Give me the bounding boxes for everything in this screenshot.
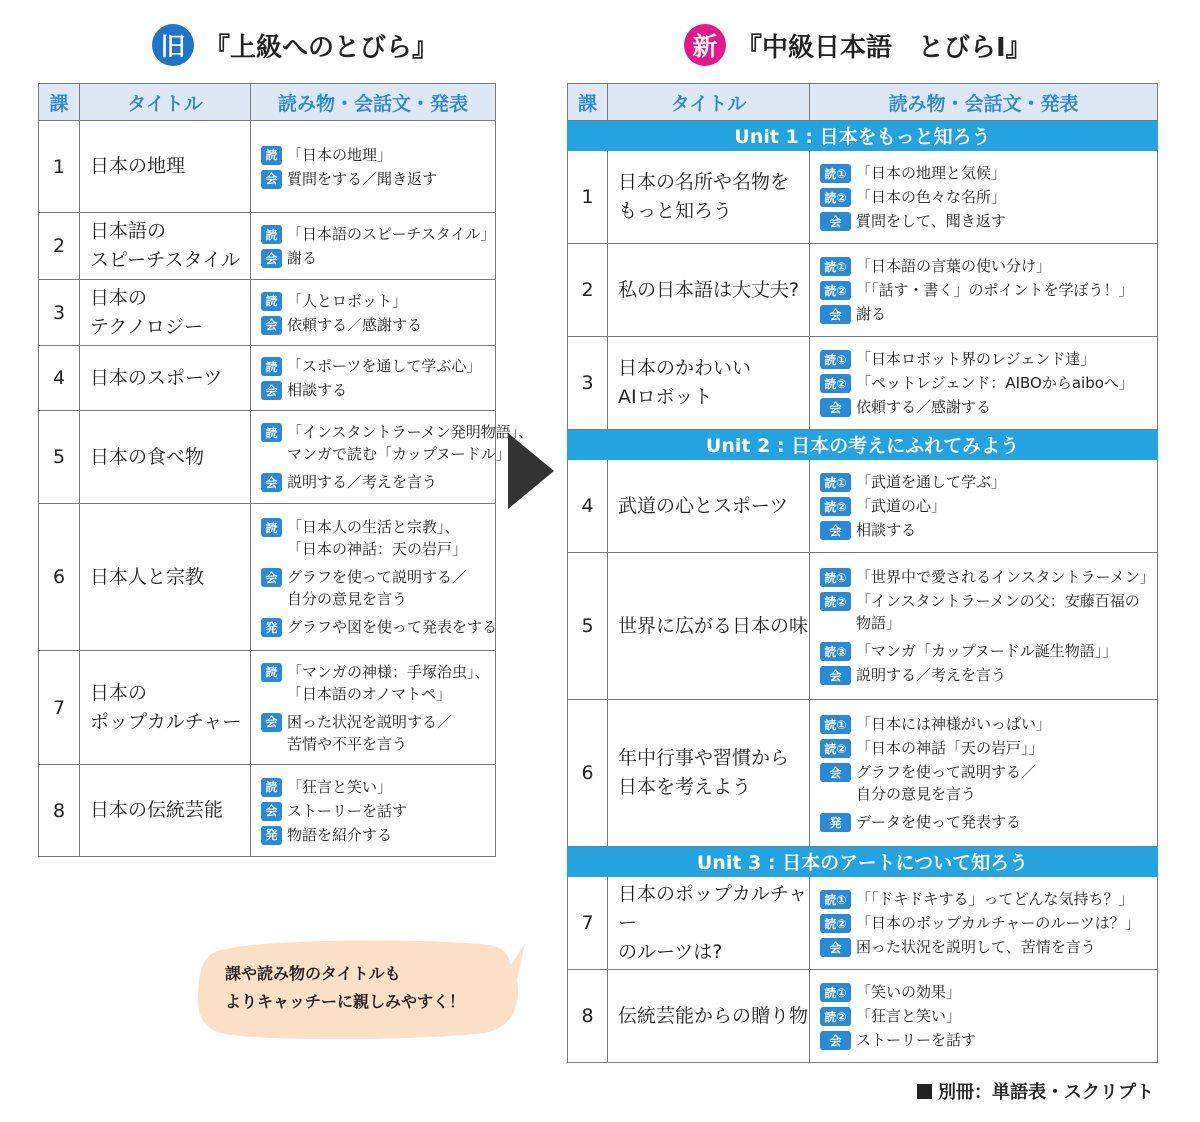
activity-text-line: 「日本には神様がいっぱい」 <box>856 715 1052 733</box>
activity-text-line: 「狂言と笑い」 <box>856 1007 962 1025</box>
activity-text <box>856 495 946 517</box>
lesson-activities <box>251 280 496 346</box>
activity-badge: 発 <box>261 826 282 845</box>
activity-badge: 読② <box>820 1007 851 1026</box>
activity-badge: 読① <box>820 715 851 734</box>
lesson-title-line: もっと知ろう <box>618 200 733 222</box>
lesson-activities <box>810 877 1158 970</box>
activity-badge: 読② <box>820 188 851 207</box>
activity-text-line: 「笑いの効果」 <box>856 983 962 1001</box>
activity-badge: 会 <box>261 802 282 821</box>
activity-badge: 読② <box>820 914 851 933</box>
table-row <box>568 700 1158 847</box>
activity-item <box>261 421 534 465</box>
activity-badge: 読 <box>261 292 282 311</box>
activity-text-line: 「マンガ「カップヌードル誕生物語」」 <box>856 642 1118 660</box>
activity-text <box>856 912 1140 934</box>
lesson-title <box>80 765 251 857</box>
activity-text <box>856 210 1006 232</box>
activity-text-line: 「日本の神話：天の岩戸」 <box>287 540 468 558</box>
table-row <box>39 504 496 651</box>
activity-item <box>820 713 1157 735</box>
activity-text-line: 「狂言と笑い」 <box>287 777 393 796</box>
activity-item <box>820 737 1157 759</box>
unit-header-row <box>568 121 1158 151</box>
activity-text <box>856 186 1006 208</box>
activity-text <box>856 519 916 541</box>
activity-item <box>820 936 1157 958</box>
lesson-activities <box>810 151 1158 244</box>
activity-text <box>856 590 1140 634</box>
table-row <box>568 151 1158 244</box>
lesson-title <box>608 553 810 700</box>
lesson-number: 5 <box>568 553 608 700</box>
header-lesson: 課 <box>568 84 608 121</box>
activity-text <box>287 661 490 705</box>
unit-label: Unit 2 : 日本の考えにふれてみよう <box>568 430 1158 460</box>
activity-badge: 読 <box>261 518 282 537</box>
activity-text <box>287 247 317 269</box>
lesson-title <box>80 280 251 346</box>
activity-item <box>820 303 1157 325</box>
table-row <box>568 460 1158 553</box>
activity-text-line: 「日本のポップカルチャーのルーツは？」 <box>856 914 1140 932</box>
activity-item <box>820 162 1157 184</box>
activity-badge: 会 <box>261 170 282 189</box>
lesson-title-line: テクノロジー <box>90 315 203 338</box>
activity-text <box>856 811 1021 833</box>
table-row <box>39 765 496 857</box>
activity-text-line: 「「話す・書く」のポイントを学ぼう！」 <box>856 281 1134 299</box>
lesson-title-line: 日本の伝統芸能 <box>90 799 224 821</box>
activity-item <box>820 1005 1157 1027</box>
activity-item <box>261 471 495 493</box>
table-row <box>568 244 1158 337</box>
header-title: タイトル <box>608 84 810 121</box>
activity-text-line: 「日本語のオノマトペ」 <box>287 684 452 703</box>
lesson-number: 3 <box>39 280 80 346</box>
activity-text-line: 「日本の地理」 <box>287 145 393 164</box>
header-title: タイトル <box>80 84 251 121</box>
activity-badge: 会 <box>820 305 851 324</box>
activity-item <box>820 519 1157 541</box>
activity-text <box>856 396 991 418</box>
lesson-title-line: のルーツは? <box>618 940 723 963</box>
lesson-title-line: 日本を考えよう <box>618 776 752 798</box>
lesson-title-line: 伝統芸能からの贈り物 <box>618 1004 809 1027</box>
old-book-title: 『上級へのとびら』 <box>204 32 439 63</box>
header-readings: 読み物・会話文・発表 <box>251 84 496 121</box>
activity-text-line: 謝る <box>287 249 318 267</box>
activity-text <box>856 888 1134 910</box>
lesson-activities <box>251 504 496 651</box>
lesson-number: 6 <box>39 504 80 651</box>
activity-text-line: マンガで読む「カップヌードル」 <box>287 445 511 463</box>
lesson-title <box>80 346 251 411</box>
activity-badge: 読② <box>820 739 851 758</box>
activity-badge: 読 <box>261 663 282 682</box>
table-row <box>39 213 496 280</box>
activity-text-line: 「スポーツを通して学ぶ心」 <box>287 357 482 375</box>
lesson-title-line: 日本語の <box>90 220 167 242</box>
lesson-title <box>608 970 810 1063</box>
activity-text <box>287 616 497 638</box>
activity-badge: 読① <box>820 350 851 369</box>
activity-item <box>261 247 495 269</box>
right-arrow-icon <box>508 433 554 509</box>
lesson-title-line: 日本の地理 <box>90 155 186 177</box>
activity-badge: 会 <box>820 763 851 782</box>
activity-badge: 読① <box>820 890 851 909</box>
lesson-number: 5 <box>39 411 80 504</box>
lesson-title <box>608 151 810 244</box>
activity-item <box>820 1029 1157 1051</box>
activity-text <box>856 348 1095 370</box>
lesson-title-line: ポップカルチャー <box>90 710 242 733</box>
activity-item <box>261 355 495 377</box>
activity-text-line: 自分の意見を言う <box>856 785 977 803</box>
lesson-title-line: 世界に広がる日本の味 <box>618 614 809 637</box>
activity-text-line: 「日本の色々な名所」 <box>856 188 1007 206</box>
activity-text-line: ストーリーを話す <box>856 1031 977 1049</box>
activity-badge: 読 <box>261 778 282 797</box>
activity-text <box>287 421 533 465</box>
activity-badge: 会 <box>261 316 282 335</box>
activity-text <box>287 355 481 377</box>
callout-line: 課や読み物のタイトルも <box>225 964 401 983</box>
activity-text-line: 「ペットレジェンド：AIBOからaiboへ」 <box>856 374 1134 392</box>
table-row <box>39 651 496 765</box>
activity-item <box>820 912 1157 934</box>
activity-text <box>856 664 1006 686</box>
activity-text-line: 「インスタントラーメン発明物語」、 <box>287 423 534 441</box>
activity-badge: 読② <box>820 374 851 393</box>
header-lesson: 課 <box>39 84 80 121</box>
lesson-title <box>80 121 251 213</box>
activity-item <box>820 372 1157 394</box>
activity-text <box>287 800 407 822</box>
new-label-circle: 新 <box>684 24 726 66</box>
activity-item <box>261 379 495 401</box>
new-curriculum-table <box>567 83 1158 1063</box>
activity-text-line: 質問をして、聞き返す <box>856 212 1006 230</box>
table-row <box>39 121 496 213</box>
activity-text-line: 「日本ロボット界のレジェンド達」 <box>856 350 1096 368</box>
activity-text-line: 苦情や不平を言う <box>287 734 408 753</box>
activity-text-line: 物語を紹介する <box>287 825 393 844</box>
activity-text <box>287 711 452 755</box>
activity-text <box>287 168 437 190</box>
activity-item <box>261 168 495 190</box>
activity-text-line: データを使って発表する <box>856 813 1022 831</box>
old-curriculum-table <box>38 83 534 857</box>
activity-text-line: 自分の意見を言う <box>287 590 408 608</box>
activity-text <box>856 640 1117 662</box>
table-row <box>568 553 1158 700</box>
activity-badge: 会 <box>820 212 851 231</box>
activity-text-line: 「人とロボット」 <box>287 291 408 310</box>
activity-badge: 会 <box>820 938 851 957</box>
activity-badge: 会 <box>820 1031 851 1050</box>
activity-badge: 会 <box>261 568 282 587</box>
unit-label: Unit 3 : 日本のアートについて知ろう <box>568 847 1158 877</box>
activity-text-line: 依頼する／感謝する <box>856 398 992 416</box>
activity-badge: 読② <box>820 281 851 300</box>
activity-text <box>856 372 1134 394</box>
lesson-title <box>80 651 251 765</box>
lesson-title-line: 私の日本語は大丈夫? <box>618 278 800 301</box>
lesson-title-line: スピーチスタイル <box>90 249 241 271</box>
lesson-title <box>608 700 810 847</box>
activity-text <box>287 379 347 401</box>
lesson-activities <box>810 337 1158 430</box>
activity-text-line: 「武道を通して学ぶ」 <box>856 473 1007 491</box>
activity-text-line: 「「ドキドキする」ってどんな気持ち？」 <box>856 890 1134 908</box>
activity-text <box>287 776 392 798</box>
activity-text-line: 謝る <box>856 305 887 323</box>
activity-text-line: 「インスタントラーメンの父：安藤百福の <box>856 592 1140 610</box>
unit-label: Unit 1 : 日本をもっと知ろう <box>568 121 1158 151</box>
activity-item <box>261 516 495 560</box>
lesson-number: 7 <box>568 877 608 970</box>
activity-item <box>261 661 495 705</box>
callout-line: よりキャッチーに親しみやすく！ <box>225 992 466 1011</box>
activity-badge: 発 <box>820 813 851 832</box>
new-book-title: 『中級日本語 とびらⅠ』 <box>736 32 1032 63</box>
activity-text <box>287 290 407 312</box>
lesson-activities <box>251 765 496 857</box>
old-book-heading <box>152 22 438 68</box>
activity-text <box>856 162 1006 184</box>
lesson-title <box>80 504 251 651</box>
activity-text-line: 「武道の心」 <box>856 497 947 515</box>
activity-text-line: 「マンガの神様：手塚治虫」、 <box>287 662 490 681</box>
lesson-title-line: 日本の食べ物 <box>90 445 205 468</box>
lesson-title-line: 年中行事や習慣から <box>618 747 790 769</box>
lesson-title <box>80 213 251 280</box>
activity-badge: 会 <box>261 381 282 400</box>
activity-text-line: 「世界中で愛されるインスタントラーメン」 <box>856 568 1155 586</box>
activity-text-line: 「日本の神話「天の岩戸」」 <box>856 739 1044 757</box>
activity-item <box>261 800 495 822</box>
activity-item <box>820 471 1157 493</box>
activity-text <box>856 1005 961 1027</box>
activity-text <box>856 255 1051 277</box>
activity-item <box>820 761 1157 805</box>
activity-text <box>856 936 1096 958</box>
activity-badge: 読① <box>820 568 851 587</box>
activity-text <box>287 314 422 336</box>
activity-badge: 会 <box>261 713 282 732</box>
lesson-number: 1 <box>39 121 80 213</box>
activity-item <box>820 664 1157 686</box>
activity-text-line: 「日本語の言葉の使い分け」 <box>856 257 1052 275</box>
activity-text <box>287 516 467 560</box>
lesson-activities <box>251 651 496 765</box>
activity-text <box>287 471 437 493</box>
activity-item <box>261 824 495 846</box>
lesson-activities <box>810 700 1158 847</box>
activity-badge: 読① <box>820 257 851 276</box>
old-label-circle: 旧 <box>152 24 194 66</box>
activity-item <box>820 811 1157 833</box>
activity-text-line: 説明する／考えを言う <box>856 666 1007 684</box>
activity-badge: 読① <box>820 473 851 492</box>
activity-item <box>261 144 495 166</box>
lesson-number: 6 <box>568 700 608 847</box>
activity-text-line: グラフや図を使って発表をする <box>287 618 498 636</box>
activity-text-line: 質問をする／聞き返す <box>287 169 438 188</box>
activity-badge: 読 <box>261 225 282 244</box>
activity-text <box>287 144 392 166</box>
activity-text <box>856 1029 976 1051</box>
activity-item <box>261 711 495 755</box>
activity-item <box>820 186 1157 208</box>
activity-text-line: グラフを使って説明する／ <box>856 763 1037 781</box>
activity-badge: 読② <box>820 592 851 611</box>
activity-badge: 会 <box>820 521 851 540</box>
activity-text-line: 「日本語のスピーチスタイル」 <box>287 225 496 243</box>
lesson-number: 2 <box>39 213 80 280</box>
lesson-title <box>608 460 810 553</box>
activity-text <box>287 566 467 610</box>
lesson-activities <box>810 460 1158 553</box>
activity-text-line: 「日本人の生活と宗教」、 <box>287 518 460 536</box>
activity-item <box>261 566 495 610</box>
activity-item <box>261 616 498 638</box>
lesson-title-line: 日本の <box>90 286 148 309</box>
lesson-title <box>608 337 810 430</box>
activity-text-line: 説明する／考えを言う <box>287 473 438 491</box>
activity-text <box>856 737 1044 759</box>
activity-text-line: 相談する <box>287 381 348 399</box>
activity-text <box>856 713 1051 735</box>
activity-badge: 読② <box>820 497 851 516</box>
lesson-number: 8 <box>39 765 80 857</box>
activity-text-line: ストーリーを話す <box>287 801 408 820</box>
activity-item <box>261 223 495 245</box>
lesson-title <box>608 244 810 337</box>
activity-item <box>820 888 1157 910</box>
lesson-activities <box>251 411 534 504</box>
lesson-number: 4 <box>39 346 80 411</box>
activity-text-line: 困った状況を説明する／ <box>287 712 453 731</box>
activity-badge: 会 <box>261 473 282 492</box>
lesson-title-line: 日本の名所や名物を <box>618 171 790 193</box>
activity-item <box>820 396 1157 418</box>
activity-text <box>856 761 1036 805</box>
lesson-activities <box>251 121 496 213</box>
activity-item <box>820 279 1157 301</box>
activity-text-line: 物語」 <box>856 614 902 632</box>
table-row <box>39 346 496 411</box>
lesson-number: 4 <box>568 460 608 553</box>
supplement-note <box>917 1078 1154 1104</box>
activity-badge: 会 <box>261 249 282 268</box>
table-row <box>39 411 496 504</box>
lesson-title-line: 武道の心とスポーツ <box>618 494 789 517</box>
activity-badge: 読① <box>820 164 851 183</box>
activity-badge: 読① <box>820 983 851 1002</box>
lesson-activities <box>251 213 496 280</box>
lesson-number: 2 <box>568 244 608 337</box>
lesson-title-line: AIロボット <box>618 386 713 408</box>
lesson-title <box>608 877 810 970</box>
activity-text <box>856 471 1006 493</box>
lesson-title-line: 日本人と宗教 <box>90 565 205 588</box>
activity-text-line: グラフを使って説明する／ <box>287 568 468 586</box>
lesson-title-line: 日本のポップカルチャー <box>618 882 808 934</box>
new-book-heading <box>684 22 1032 68</box>
lesson-number: 8 <box>568 970 608 1063</box>
lesson-activities <box>251 346 496 411</box>
activity-text-line: 困った状況を説明して、苦情を言う <box>856 938 1096 956</box>
lesson-title-line: 日本の <box>90 681 148 704</box>
activity-item <box>820 210 1157 232</box>
activity-badge: 発 <box>261 618 282 637</box>
activity-item <box>820 590 1157 634</box>
activity-badge: 読 <box>261 146 282 165</box>
activity-text <box>287 223 496 245</box>
unit-header-row <box>568 847 1158 877</box>
activity-badge: 会 <box>820 398 851 417</box>
activity-text <box>856 981 961 1003</box>
activity-text-line: 「日本の地理と気候」 <box>856 164 1007 182</box>
activity-item <box>820 640 1157 662</box>
table-row <box>39 280 496 346</box>
lesson-title-line: 日本のかわいい <box>618 357 752 379</box>
activity-badge: 読 <box>261 357 282 376</box>
supplement-text: 別冊：単語表・スクリプト <box>938 1082 1154 1103</box>
unit-header-row <box>568 430 1158 460</box>
activity-text-line: 相談する <box>856 521 917 539</box>
lesson-title-line: 日本のスポーツ <box>90 366 223 389</box>
activity-badge: 読③ <box>820 642 851 661</box>
table-row <box>568 970 1158 1063</box>
activity-text-line: 依頼する／感謝する <box>287 315 423 334</box>
activity-item <box>261 314 495 336</box>
callout-text <box>225 960 465 1016</box>
activity-item <box>820 495 1157 517</box>
table-row <box>568 877 1158 970</box>
activity-item <box>820 981 1157 1003</box>
lesson-number: 7 <box>39 651 80 765</box>
activity-item <box>820 566 1157 588</box>
activity-item <box>820 348 1157 370</box>
activity-item <box>261 290 495 312</box>
activity-text <box>287 824 392 846</box>
activity-item <box>261 776 495 798</box>
table-row <box>568 337 1158 430</box>
header-readings: 読み物・会話文・発表 <box>810 84 1158 121</box>
activity-text <box>856 566 1155 588</box>
activity-text <box>856 303 886 325</box>
lesson-activities <box>810 244 1158 337</box>
lesson-activities <box>810 553 1158 700</box>
lesson-title <box>80 411 251 504</box>
activity-item <box>820 255 1157 277</box>
lesson-number: 1 <box>568 151 608 244</box>
square-bullet-icon <box>917 1084 932 1099</box>
lesson-activities <box>810 970 1158 1063</box>
activity-text <box>856 279 1134 301</box>
activity-badge: 会 <box>820 666 851 685</box>
activity-badge: 読 <box>261 423 282 442</box>
lesson-number: 3 <box>568 337 608 430</box>
